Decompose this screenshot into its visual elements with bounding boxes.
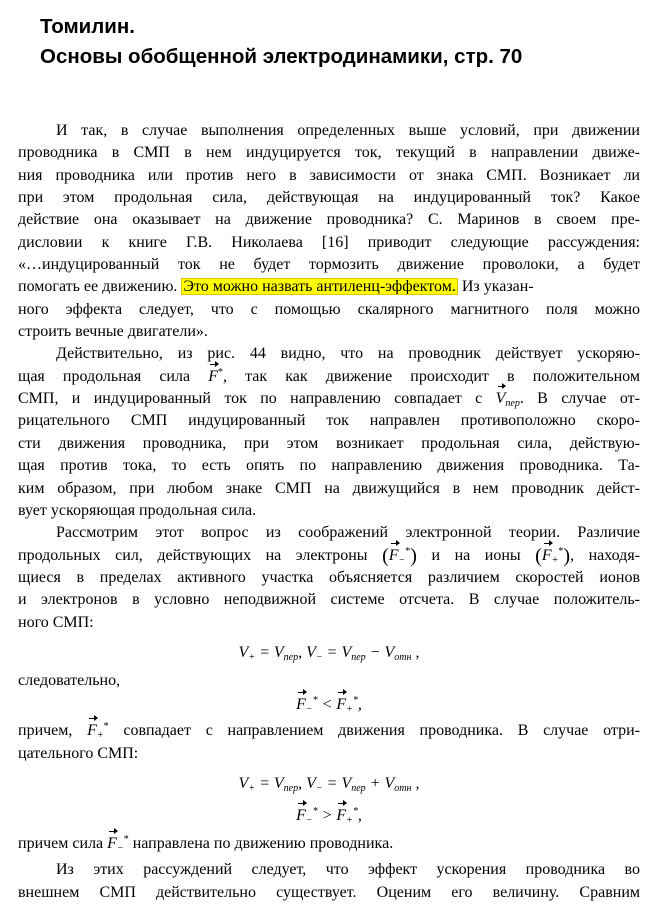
paragraph-2 <box>18 343 640 522</box>
formula-velocities-negative: $V_+ = V_{пер}$, $V_- = V_{пер} + V_{отн}$ , <box>238 774 420 794</box>
text-line: продольных сил, действующих на электроны $(F_-^*)$ и на ионы $(F_+^*)$, находя- <box>18 544 640 567</box>
force-vector-symbol: F <box>208 366 218 388</box>
header-author: Томилин. <box>40 15 135 38</box>
text-line: СМП, и индуцированный ток по направлению совпадает с $V_{пер}$. В случае от- <box>18 390 640 410</box>
text-line: «…индуцированный ток не будет тормозить движение проволоки, а будет <box>18 256 640 274</box>
text-line: Из этих рассуждений следует, что эффект ускорения проводника во <box>56 861 640 879</box>
text-line: проводника в СМП в нем индуцируется ток, текущий в направлении движе- <box>18 144 640 162</box>
text-line: цательного СМП: <box>18 744 139 762</box>
text-line: рицательного СМП индуцированный ток направлен противоположно скоро- <box>18 412 640 430</box>
text-line: сти движения проводника, при этом возникает продольная сила, действую- <box>18 434 640 452</box>
text-line: причем, $F_+^*$ совпадает с направлением движения проводника. В случае отри- <box>18 721 640 742</box>
formula-velocities-positive: $V_+ = V_{пер}$, $V_- = V_{пер} - V_{отн}$ , <box>238 643 420 663</box>
text-line: и электронов в условно неподвижной системе отсчета. В случае положитель- <box>18 591 640 609</box>
paragraph-1 <box>18 120 640 343</box>
text-line: ким образом, при любом знаке СМП на движущийся в нем проводник дейст- <box>18 479 640 497</box>
text-line: Рассмотрим этот вопрос из соображений электронной теории. Различие <box>56 524 640 542</box>
text-line: щиеся в пределах активного участка объясняется различием скоростей ионов <box>18 568 640 586</box>
formula-force-compare-negative: $F_-^* > F_+^*$, <box>296 805 362 826</box>
force-ion-symbol: F <box>542 545 552 567</box>
paragraph-3 <box>18 522 640 634</box>
text-line: следовательно, <box>18 671 121 689</box>
text-line: И так, в случае выполнения определенных выше условий, при движении <box>56 122 640 139</box>
page-header <box>40 12 522 72</box>
velocity-vector-symbol: V <box>496 388 506 410</box>
paragraph-4 <box>18 859 640 904</box>
formula-force-compare-positive: $F_-^* < F_+^*$, <box>296 695 362 716</box>
text-line: щая продольная сила F*, так как движение происходит в положительном <box>18 366 640 388</box>
force-electron-symbol: F <box>389 545 399 567</box>
text-line: ного эффекта следует, что с помощью скалярного магнитного поля можно <box>18 300 640 318</box>
document-body <box>18 120 640 904</box>
text-line-highlight: помогать ее движению. Это можно назвать антиленц-эффектом. Из указан- <box>18 278 534 296</box>
text-line: ного СМП: <box>18 613 94 631</box>
text-line: действие она оказывает на движение проводника? С. Маринов в своем пре- <box>18 211 640 229</box>
header-title: Основы обобщенной электродинамики, стр. 70 <box>40 45 523 68</box>
text-line: дисловии к книге Г.В. Николаева [16] приводит следующие рассуждения: <box>18 233 640 251</box>
text-line: щая против тока, то есть опять по направлению движения проводника. Та- <box>18 457 640 475</box>
text-line: причем сила $F_-^*$ направлена по движению проводника. <box>18 833 394 854</box>
text-line: вует ускоряющая продольная сила. <box>18 501 257 519</box>
text-line: ния проводника или против него в зависимости от знака СМП. Возникает ли <box>18 166 640 184</box>
text-line: при этом продольная сила, действующая на индуцированный ток? Какое <box>18 189 640 207</box>
text-line: внешнем СМП действительно существует. Оценим его величину. Сравним <box>18 883 640 901</box>
highlighted-text: Это можно назвать антиленц-эффектом. <box>183 278 456 296</box>
text-line: Действительно, из рис. 44 видно, что на проводник действует ускоряю- <box>56 345 640 363</box>
text-line: строить вечные двигатели». <box>18 323 208 341</box>
